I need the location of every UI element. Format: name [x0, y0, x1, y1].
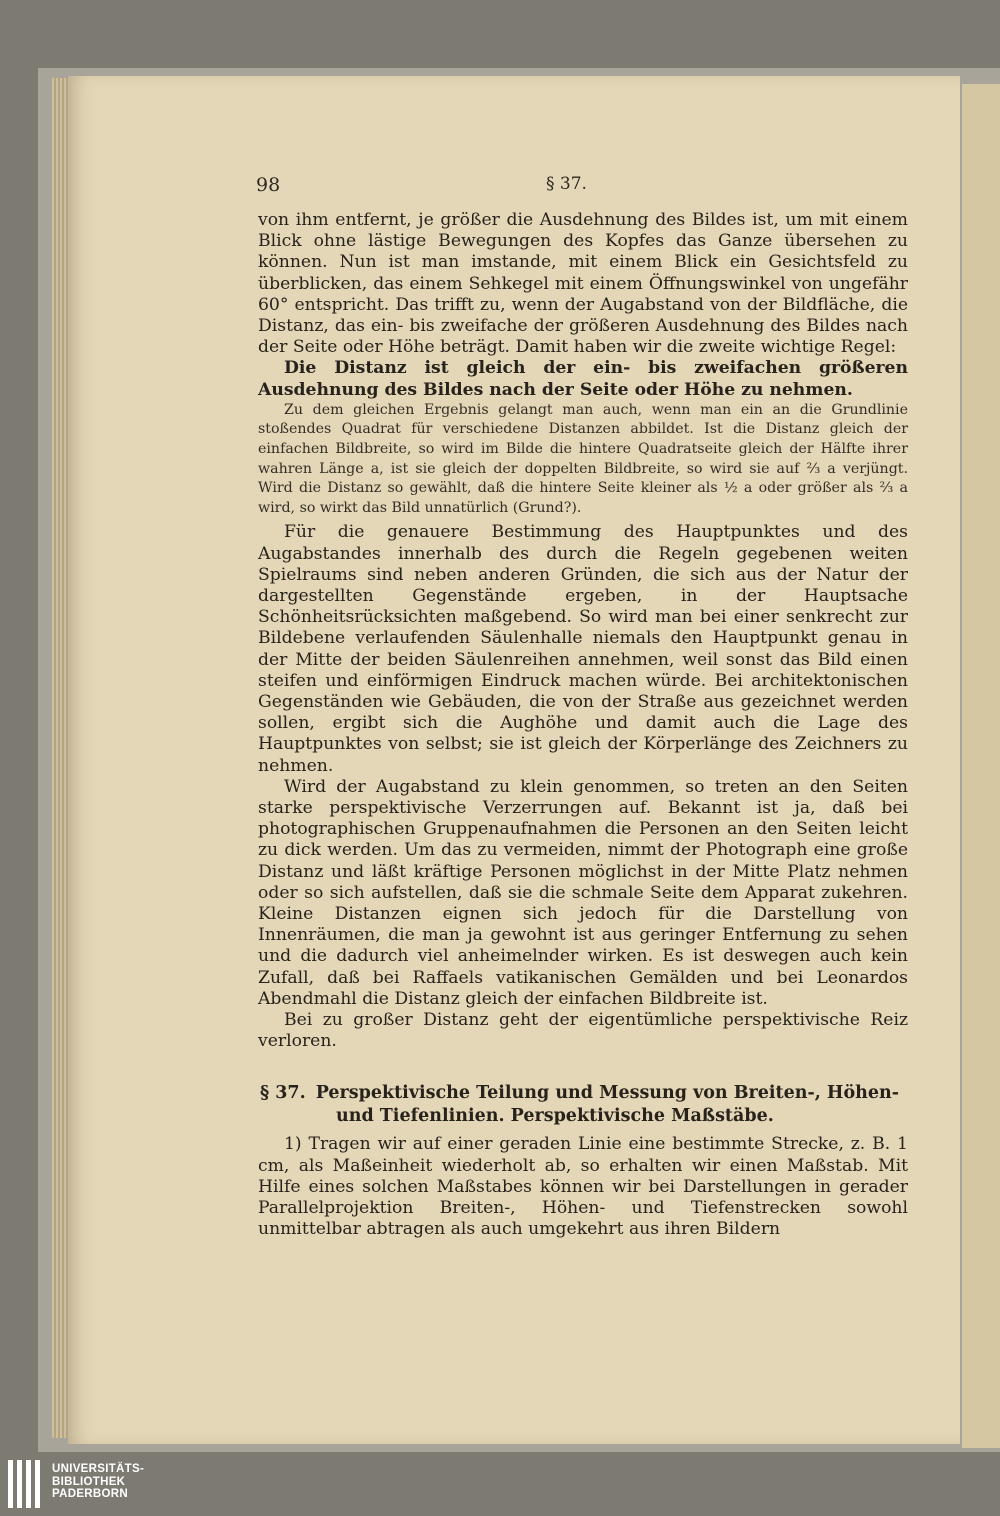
small-print-note: Zu dem gleichen Ergebnis gelangt man auch, wenn man ein an die Grundlinie stoßendes Quadrat für verschiedene Distanzen abbildet. Ist die Distanz gleich der einfachen Bildbreite, so wird im Bilde die hintere Quadratseite gleich der Hälfte ihrer wahren Länge a, ist sie gleich der doppelten Bildbreite, so wird sie auf ⅔ a verjüngt. Wird die Distanz so gewählt, daß die hintere Seite kleiner als ½ a oder größer als ⅔ a wird, so wirkt das Bild unnatürlich (Grund?).: [258, 401, 908, 516]
page-header: [0, 174, 1000, 204]
library-logo-text: [52, 1463, 144, 1501]
section-title-line-1: Perspektivische Teilung und Messung von Breiten-, Höhen-: [315, 1083, 899, 1104]
paragraph: 1) Tragen wir auf einer geraden Linie eine bestimmte Strecke, z. B. 1 cm, als Maßeinheit wiederholt ab, so erhalten wir einen Maßstab. Mit Hilfe eines solchen Maßstabes können wir bei Darstellungen in gerader Parallelprojektion Breiten-, Höhen- und Tiefenstrecken sowohl unmittelbar abtragen als auch umgekehrt aus ihren Bildern: [258, 1134, 908, 1240]
section-title-line-2: und Tiefenlinien. Perspektivische Maßstäbe.: [336, 1106, 774, 1127]
page-text: [258, 210, 908, 1240]
next-page-edge: [962, 84, 1000, 1448]
rule-statement: Die Distanz ist gleich der ein- bis zweifachen größeren Ausdehnung des Bildes nach der Seite oder Höhe zu nehmen.: [258, 358, 908, 400]
section-heading: [258, 1082, 908, 1128]
running-head: § 37.: [546, 174, 587, 194]
paragraph: Wird der Augabstand zu klein genommen, so treten an den Seiten starke perspektivische Verzerrungen auf. Bekannt ist ja, daß bei photographischen Gruppenaufnahmen die Personen an den Seiten leicht zu dick werden. Um das zu vermeiden, nimmt der Photograph eine große Distanz und läßt kräftige Personen möglichst in der Mitte Platz nehmen oder so sich aufstellen, daß sie die schmale Seite dem Apparat zukehren. Kleine Distanzen eignen sich jedoch für die Darstellung von Innenräumen, die man ja gewohnt ist aus geringer Entfernung zu sehen und die dadurch viel anheimelnder wirken. Es ist deswegen auch kein Zufall, daß bei Raffaels vatikanischen Gemälden und bei Leonardos Abendmahl die Distanz gleich der einfachen Bildbreite ist.: [258, 776, 908, 1009]
logo-line: PADERBORN: [52, 1488, 128, 1500]
logo-line: BIBLIOTHEK: [52, 1475, 126, 1488]
section-number: § 37.: [260, 1083, 306, 1104]
page-number: 98: [256, 174, 281, 196]
paragraph: Für die genauere Bestimmung des Hauptpunktes und des Augabstandes innerhalb des durch die Regeln gegebenen weiten Spielraums sind neben anderen Gründen, die sich aus der Natur der dargestellten Gegenstände ergeben, in der Hauptsache Schönheitsrücksichten maßgebend. So wird man bei einer senkrecht zur Bildebene verlaufenden Säulenhalle niemals den Hauptpunkt genau in der Mitte der beiden Säulenreihen annehmen, weil sonst das Bild einen steifen und einförmigen Eindruck machen würde. Bei architektonischen Gegenständen wie Gebäuden, die von der Straße aus gezeichnet werden sollen, ergibt sich die Aughöhe und damit auch die Lage des Hauptpunktes von selbst; sie ist gleich der Körperlänge des Zeichners zu nehmen.: [258, 522, 908, 776]
library-logo-band: [0, 1452, 1000, 1516]
paragraph: von ihm entfernt, je größer die Ausdehnung des Bildes ist, um mit einem Blick ohne lästige Bewegungen des Kopfes das Ganze übersehen zu können. Nun ist man imstande, mit einem Blick ein Gesichtsfeld zu überblicken, das einem Sehkegel mit einem Öffnungswinkel von ungefähr 60° entspricht. Das trifft zu, wenn der Augabstand von der Bildfläche, die Distanz, das ein- bis zweifache der größeren Ausdehnung des Bildes nach der Seite oder Höhe beträgt. Damit haben wir die zweite wichtige Regel:: [258, 210, 908, 358]
paragraph: Bei zu großer Distanz geht der eigentümliche perspektivische Reiz verloren.: [258, 1010, 908, 1052]
library-logo-icon: [8, 1460, 52, 1508]
logo-line: UNIVERSITÄTS-: [52, 1463, 145, 1475]
